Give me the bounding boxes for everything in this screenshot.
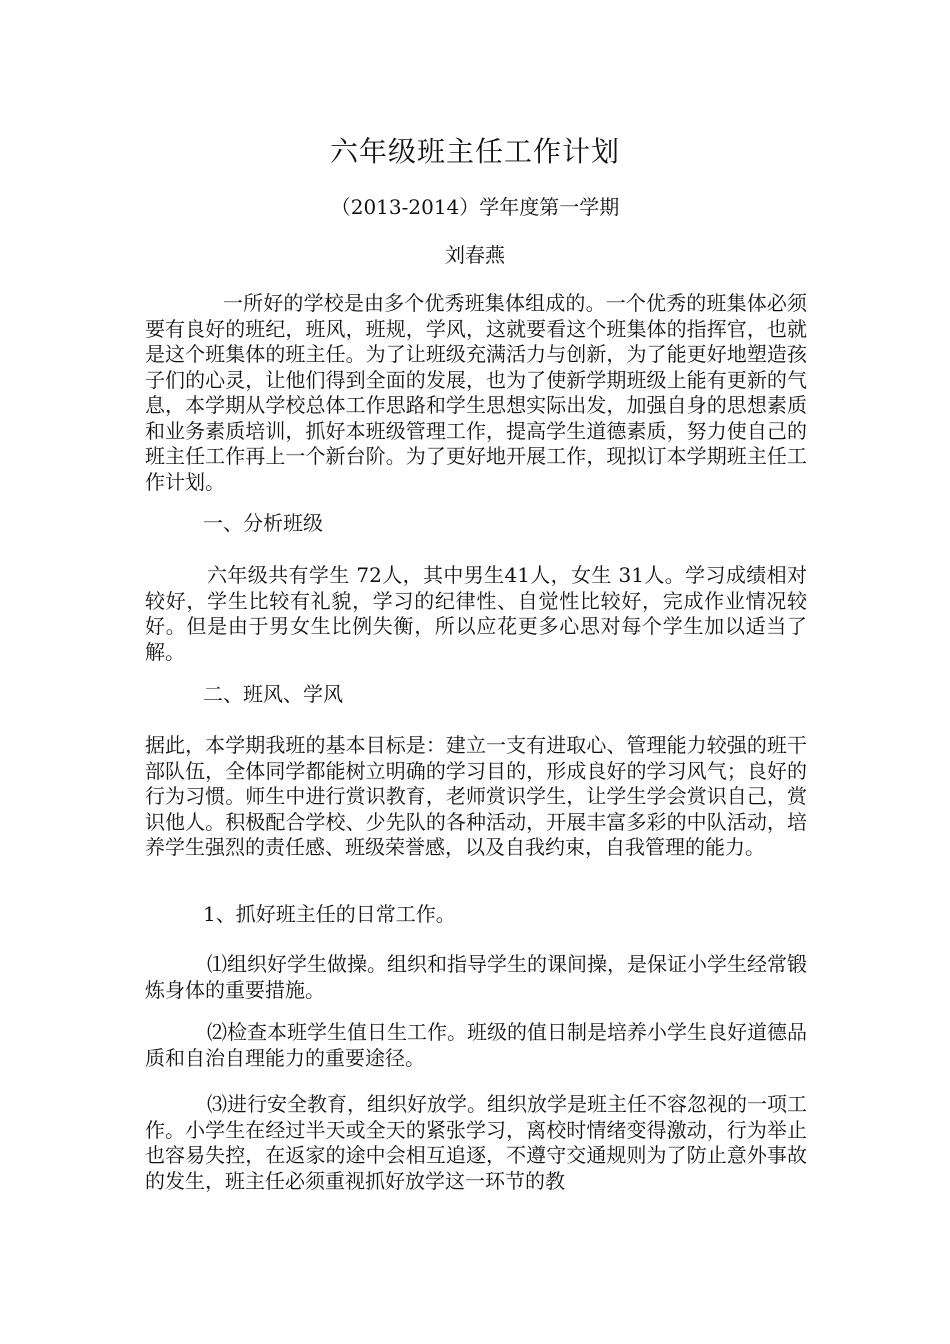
document-author: 刘春燕 [445, 243, 505, 267]
section-body-analysis: 六年级共有学生 72人，其中男生41人，女生 31人。学习成绩相对较好，学生比较有礼貌，学习的纪律性、自觉性比较好，完成作业情况较好。但是由于男女生比例失衡，所以应花更多心思对每个学生加以适当了解。 [145, 563, 807, 664]
document-subtitle: （2013-2014）学年度第一学期 [330, 195, 620, 219]
list-item-safety: ⑶进行安全教育，组织好放学。组织放学是班主任不容忽视的一项工作。小学生在经过半天或全天的紧张学习，离校时情绪变得激动，行为举止也容易失控，在返家的途中会相互追逐，不遵守交通规则为了防止意外事故的发生，班主任必须重视抓好放学这一环节的教 [145, 1092, 807, 1193]
subsection-heading-daily-work: 1、抓好班主任的日常工作。 [203, 902, 456, 926]
list-item-exercise: ⑴组织好学生做操。组织和指导学生的课间操，是保证小学生经常锻炼身体的重要措施。 [145, 952, 807, 1002]
section-heading-class-style: 二、班风、学风 [203, 682, 343, 706]
document-title: 六年级班主任工作计划 [329, 135, 620, 168]
list-item-duty: ⑵检查本班学生值日生工作。班级的值日制是培养小学生良好道德品质和自治自理能力的重要途径。 [145, 1020, 807, 1070]
section-heading-analysis: 一、分析班级 [203, 511, 323, 535]
intro-paragraph: 一所好的学校是由多个优秀班集体组成的。一个优秀的班集体必须要有良好的班纪，班风，班规，学风，这就要看这个班集体的指挥官，也就是这个班集体的班主任。为了让班级充满活力与创新，为了能更好地塑造孩子们的心灵，让他们得到全面的发展，也为了使新学期班级上能有更新的气息，本学期从学校总体工作思路和学生思想实际出发，加强自身的思想素质和业务素质培训，抓好本班级管理工作，提高学生道德素质，努力使自己的班主任工作再上一个新台阶。为了更好地开展工作，现拟订本学期班主任工作计划。 [145, 291, 807, 494]
section-body-class-style: 据此，本学期我班的基本目标是：建立一支有进取心、管理能力较强的班干部队伍，全体同学都能树立明确的学习目的，形成良好的学习风气；良好的行为习惯。师生中进行赏识教育，老师赏识学生，让学生学会赏识自己，赏识他人。积极配合学校、少先队的各种活动，开展丰富多彩的中队活动，培养学生强烈的责任感、班级荣誉感，以及自我约束，自我管理的能力。 [145, 733, 807, 859]
